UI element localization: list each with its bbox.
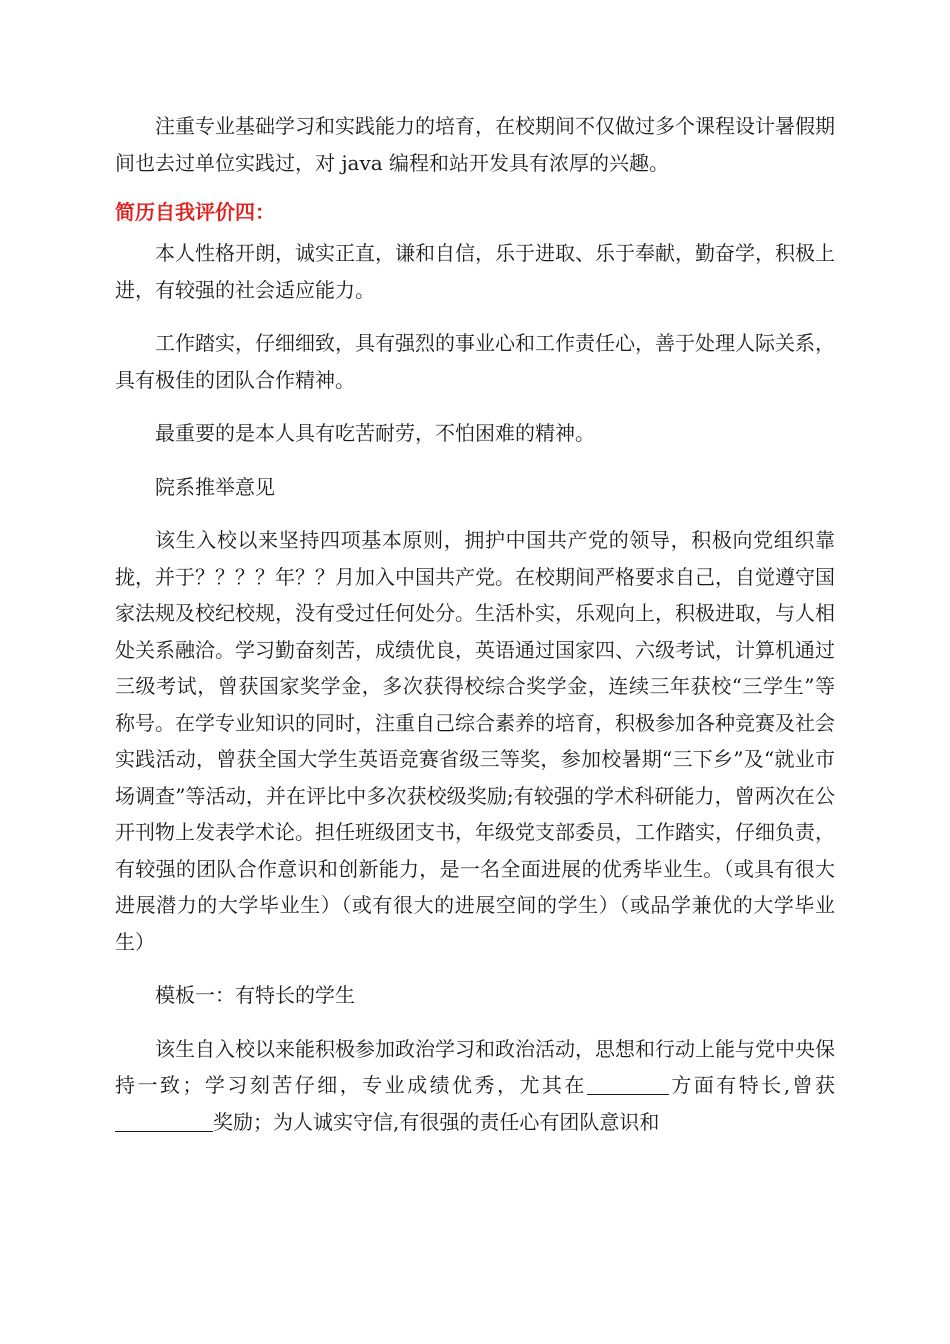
- paragraph-recommendation-title: 院系推举意见: [155, 474, 275, 499]
- paragraph-personality: 本人性格开朗，诚实正直，谦和自信，乐于进取、乐于奉献，勤奋学，积极上进，有较强的社会适应能力。: [115, 241, 835, 302]
- fill-blank-award: [115, 1111, 213, 1132]
- paragraph-template-title: 模板一：有特长的学生: [155, 983, 355, 1007]
- template-text-part2: 方面有特长,曾获: [668, 1073, 836, 1097]
- paragraph-intro: 注重专业基础学习和实践能力的培育，在校期间不仅做过多个课程设计暑假期间也去过单位实践过，对 java 编程和站开发具有浓厚的兴趣。: [115, 114, 835, 175]
- paragraph-hardworking: 最重要的是本人具有吃苦耐劳，不怕困难的精神。: [155, 421, 595, 445]
- paragraph-recommendation-body: 该生入校以来坚持四项基本原则，拥护中国共产党的领导，积极向党组织靠拢，并于？？？？年？？月加入中国共产党。在校期间严格要求自己，自觉遵守国家法规及校纪校规，没有受过任何处分。生活朴实，乐观向上，积极进取，与人相处关系融洽。学习勤奋刻苦，成绩优良，英语通过国家四、六级考试，计算机通过三级考试，曾获国家奖学金，多次获得校综合奖学金，连续三年获校“三学生”等称号。在学专业知识的同时，注重自己综合素养的培育，积极参加各种竞赛及社会实践活动，曾获全国大学生英语竞赛省级三等奖，参加校暑期“三下乡”及“就业市场调查”等活动，并在评比中多次获校级奖励;有较强的学术科研能力，曾两次在公开刊物上发表学术论。担任班级团支书，年级党支部委员，工作踏实，仔细负责，有较强的团队合作意识和创新能力，是一名全面进展的优秀毕业生。（或具有很大进展潜力的大学毕业生）（或有很大的进展空间的学生）（或品学兼优的大学毕业生）: [115, 528, 835, 954]
- paragraph-template-body: [115, 1031, 835, 1141]
- fill-blank-specialty: [587, 1074, 669, 1095]
- document-page: [115, 108, 835, 1140]
- template-text-part1: 该生自入校以来能积极参加政治学习和政治活动，思想和行动上能与党中央保持一致；学习刻苦仔细，专业成绩优秀，尤其在: [115, 1036, 835, 1097]
- section-heading: 简历自我评价四：: [115, 200, 275, 224]
- template-text-part3: 奖励；为人诚实守信,有很强的责任心有团队意识和: [213, 1109, 660, 1134]
- paragraph-work-attitude: 工作踏实，仔细细致，具有强烈的事业心和工作责任心，善于处理人际关系，具有极佳的团队合作精神。: [115, 331, 835, 392]
